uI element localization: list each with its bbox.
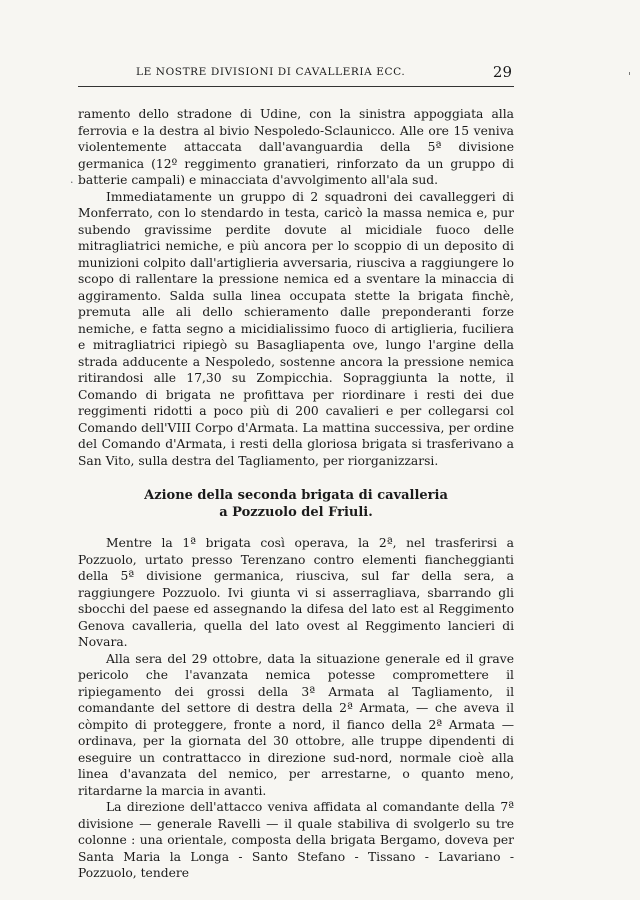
header-rule <box>78 86 514 87</box>
running-header <box>78 62 512 82</box>
margin-dot: · <box>70 176 74 189</box>
section-heading <box>78 487 514 521</box>
page-number: 29 <box>492 63 512 81</box>
section-heading-line-1: Azione della seconda brigata di cavalleria <box>144 488 448 503</box>
book-page <box>78 62 514 880</box>
body-text <box>78 106 514 882</box>
section-paragraph-1: Mentre la 1ª brigata così operava, la 2ª, nel trasferirsi a Pozzuolo, urtato presso Terenzano contro elementi fiancheggianti della 5ª divisione germanica, riusciva, sul far della sera, a raggiungere Pozzuolo. Ivi giunta vi si asserragliava, sbarrando gli sbocchi del paese ed assegnando la difesa del lato est al Reggimento Genova cavalleria, quella del lato ovest al Reggimento lancieri di Novara. <box>78 536 514 649</box>
section-heading-line-2: a Pozzuolo del Friuli. <box>219 505 373 520</box>
paragraph-1: ramento dello stradone di Udine, con la sinistra appoggiata alla ferrovia e la destra al bivio Nespoledo-Sclaunicco. Alle ore 15 veniva violentemente attaccata dall'avanguardia della 5ª divisione germanica (12º reggimento granatieri, rinforzato da un gruppo di batterie campali) e minacciata d'avvolgimento all'ala sud. <box>78 107 514 187</box>
section-paragraph-2: Alla sera del 29 ottobre, data la situazione generale ed il grave pericolo che l'avanzata nemica potesse compromettere il ripiegamento dei grossi della 3ª Armata al Tagliamento, il comandante del settore di destra della 2ª Armata, — che aveva il còmpito di proteggere, fronte a nord, il fianco della 2ª Armata — ordinava, per la giornata del 30 ottobre, alle truppe dipendenti di eseguire un contrattacco in direzione sud-nord, normale cioè alla linea d'avanzata del nemico, per arrestarne, o quanto meno, ritardarne la marcia in avanti. <box>78 651 514 798</box>
section-body <box>78 535 514 882</box>
section-paragraph-3: La direzione dell'attacco veniva affidata al comandante della 7ª divisione — generale Ravelli — il quale stabiliva di svolgerlo su tre colonne : una orientale, composta della brigata Bergamo, doveva per Santa Maria la Longa - Santo Stefano - Tissano - Lavariano - Pozzuolo, tendere <box>78 800 514 880</box>
margin-speck: ' <box>628 70 632 83</box>
paragraph-2: Immediatamente un gruppo di 2 squadroni dei cavalleggeri di Monferrato, con lo stendardo in testa, caricò la massa nemica e, pur subendo gravissime perdite dovute al micidiale fuoco delle mitragliatrici nemiche, e più ancora per lo scoppio di un deposito di munizioni colpito dall'artiglieria avversaria, riusciva a raggiungere lo scopo di rallentare la pressione nemica ed a sventare la minaccia di aggiramento. Salda sulla linea occupata stette la brigata finchè, premuta alle ali dello schieramento dalle preponderanti forze nemiche, e fatta segno a micidialissimo fuoco di artiglieria, fuciliera e mitragliatrici ripiegò su Basagliapenta ove, lungo l'argine della strada adducente a Nespoledo, sostenne ancora la pressione nemica ritirandosi alle 17,30 su Zompicchia. Sopraggiunta la notte, il Comando di brigata ne profittava per riordinare i resti dei due reggimenti ridotti a poco più di 200 cavalieri e per collegarsi col Comando dell'VIII Corpo d'Armata. La mattina successiva, per ordine del Comando d'Armata, i resti della gloriosa brigata si trasferivano a San Vito, sulla destra del Tagliamento, per riorganizzarsi. <box>78 189 514 468</box>
running-title: LE NOSTRE DIVISIONI DI CAVALLERIA ECC. <box>136 66 406 78</box>
